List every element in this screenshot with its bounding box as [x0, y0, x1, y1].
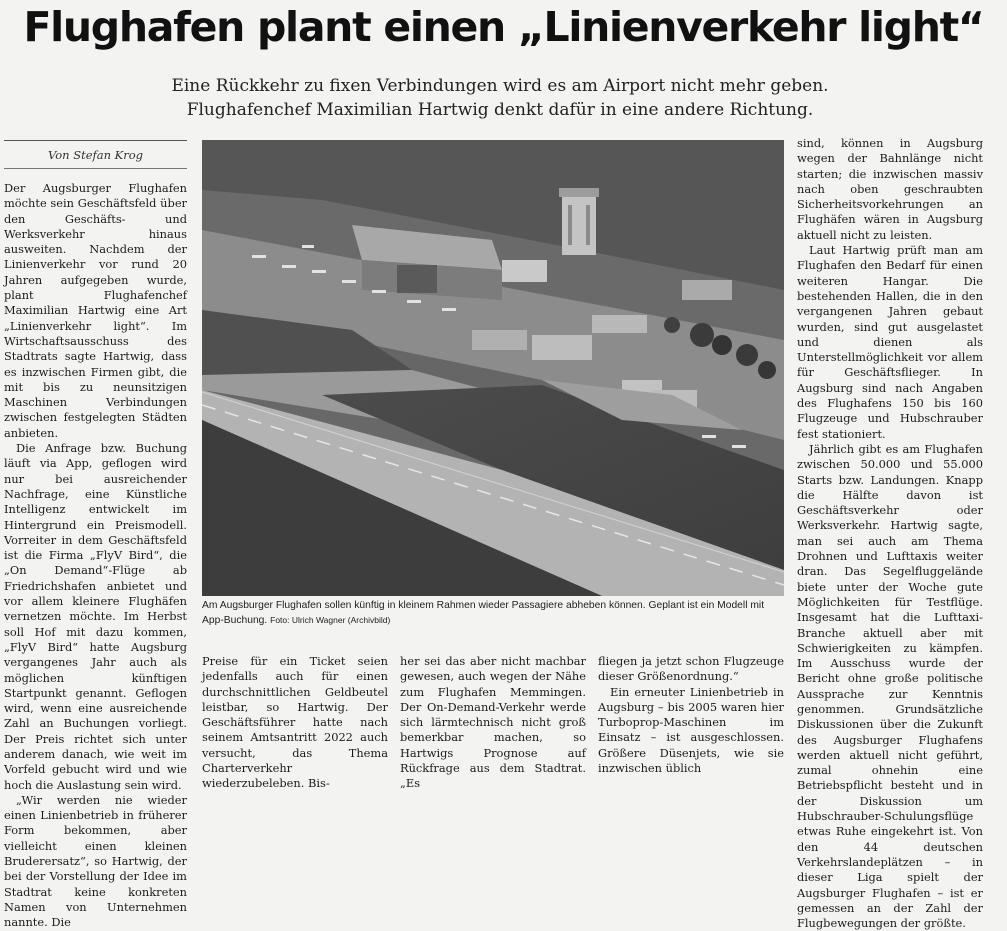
caption-text: Am Augsburger Flughafen sollen künftig in kleinem Rahmen wieder Passagiere abheben können. Geplant ist ein Modell mit App-Buchung.: [202, 600, 765, 626]
paragraph: Ein erneuter Linienbetrieb in Augsburg – bis 2005 waren hier Turboprop-Maschinen im Einsatz – ist ausgeschlossen. Größere Düsenjets, wie sie inzwischen üblich: [598, 684, 784, 776]
byline-rule-bottom: [4, 168, 187, 169]
article-column-4: [598, 654, 784, 776]
photo-credit: Foto: Ulrich Wagner (Archivbild): [270, 615, 391, 625]
paragraph: sind, können in Augsburg wegen der Bahnlänge nicht starten; die inzwischen massiv nach oben geschraubten Sicherheitsvorkehrungen an Flughäfen wären in Augsburg aktuell nicht zu leisten.: [797, 136, 983, 242]
byline-rule-top: [4, 140, 187, 141]
paragraph: Preise für ein Ticket seien jedenfalls auch für einen durchschnittlichen Geldbeutel leistbar, so Hartwig. Der Geschäftsführer hatte nach seinem Amtsantritt 2022 auch versucht, das Thema Charterverkehr wiederzubeleben. Bis-: [202, 654, 388, 791]
article-column-3: [400, 654, 586, 792]
airport-aerial-image: [202, 140, 784, 596]
article-column-1: [4, 181, 187, 931]
subheadline: [150, 74, 850, 122]
paragraph: Jährlich gibt es am Flughafen zwischen 50.000 und 55.000 Starts bzw. Landungen. Knapp die Hälfte davon ist Geschäftsverkehr oder Werksverkehr. Hartwig sagte, man sei auch am Thema Drohnen und Lufttaxis weiter dran. Das Segelfluggelände biete unter der Woche gute Möglichkeiten für Testflüge. Insgesamt hat die Lufttaxi-Branche aktuell aber mit Schwierigkeiten zu kämpfen. Im Ausschuss wurde der Bericht ohne große politische Aussprache zur Kenntnis genommen. Grundsätzliche Diskussionen über die Zukunft des Augsburger Flughafens werden aktuell nicht geführt, zumal ohnehin eine Betriebspflicht besteht und in der Diskussion um Hubschrauber-Schulungsflüge etwas Ruhe eingekehrt ist. Von den 44 deutschen Verkehrslandeplätzen – in dieser Liga spielt der Augsburger Flughafen – ist er gemessen an der Zahl der Flugbewegungen der größte.: [797, 441, 983, 931]
byline: Von Stefan Krog: [47, 148, 144, 162]
article-column-2: [202, 654, 388, 792]
photo-caption: [202, 599, 784, 628]
headline: Flughafen plant einen „Linienverkehr light“: [23, 3, 984, 51]
subheadline-line-1: Eine Rückkehr zu fixen Verbindungen wird es am Airport nicht mehr geben.: [171, 76, 829, 96]
paragraph: her sei das aber nicht machbar gewesen, auch wegen der Nähe zum Flughafen Memmingen. Der On-Demand-Verkehr werde sich lärmtechnisch nicht groß bemerkbar machen, so Hartwigs Prognose auf Rückfrage aus dem Stadtrat. „Es: [400, 654, 586, 791]
airport-aerial-photo: [202, 140, 784, 596]
paragraph: „Wir werden nie wieder einen Linienbetrieb in früherer Form bekommen, aber vielleicht einen kleinen Bruderersatz“, so Hartwig, der bei der Vorstellung der Idee im Stadtrat keine konkreten Namen von Unternehmen nannte. Die: [4, 792, 187, 930]
paragraph: Laut Hartwig prüft man am Flughafen den Bedarf für einen weiteren Hangar. Die bestehenden Hallen, die in den vergangenen Jahren gebaut wurden, sind gut ausgelastet und dienen als Unterstellmöglichkeit vor allem für Geschäftsflieger. In Augsburg sind nach Angaben des Flughafens 150 bis 160 Flugzeuge und Hubschrauber fest stationiert.: [797, 243, 983, 441]
paragraph: fliegen ja jetzt schon Flugzeuge dieser Größenordnung.“: [598, 654, 784, 684]
subheadline-line-2: Flughafenchef Maximilian Hartwig denkt dafür in eine andere Richtung.: [186, 100, 814, 120]
paragraph: Die Anfrage bzw. Buchung läuft via App, geflogen wird nur bei ausreichender Nachfrage, eine Künstliche Intelligenz entwickelt im Hintergrund ein Preismodell. Vorreiter in dem Geschäftsfeld ist die Firma „FlyV Bird“, die „On Demand“-Flüge ab Friedrichshafen anbietet und vor allem kleinere Flughäfen vernetzen möchte. Im Herbst soll Hof mit dazu kommen, „FlyV Bird“ hatte Augsburg vergangenes Jahr auch als möglichen künftigen Startpunkt genannt. Geflogen wird, wenn eine ausreichende Zahl an Buchungen vorliegt. Der Preis richtet sich unter anderem danach, wie weit im Vorfeld gebucht wird und wie hoch die Auslastung sein wird.: [4, 441, 187, 792]
paragraph: Der Augsburger Flughafen möchte sein Geschäftsfeld über den Geschäfts- und Werksverkehr hinaus ausweiten. Nachdem der Linienverkehr vor rund 20 Jahren aufgegeben wurde, plant Flughafenchef Maximilian Hartwig eine Art „Linienverkehr light“. Im Wirtschaftsausschuss des Stadtrats sagte Hartwig, dass es inzwischen Firmen gibt, die mit bis zu neunsitzigen Maschinen Verbindungen zwischen festgelegten Städten anbieten.: [4, 181, 187, 440]
article-column-5: [797, 136, 983, 931]
